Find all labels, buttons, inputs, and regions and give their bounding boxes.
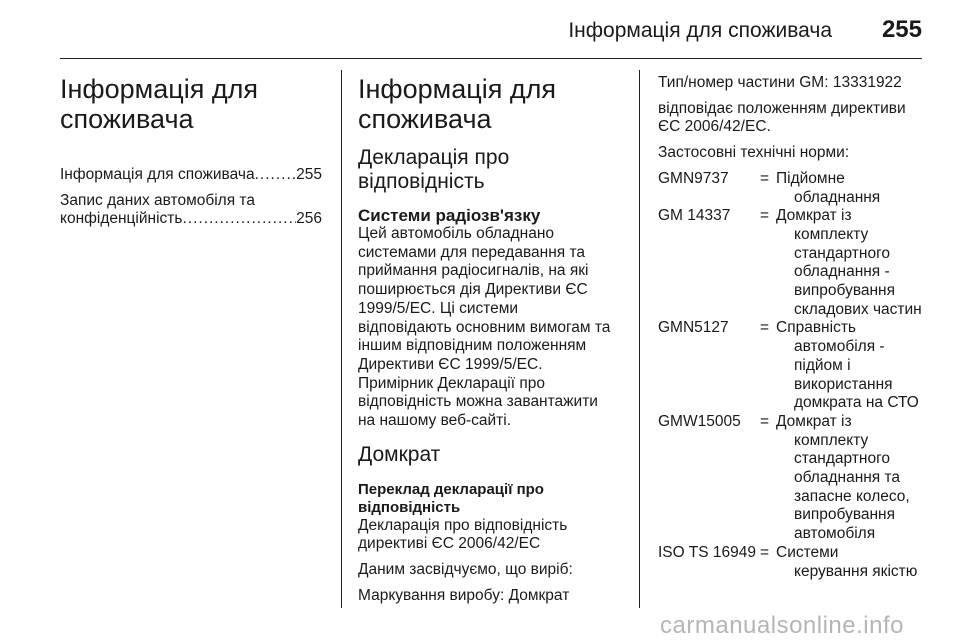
spec-row bbox=[658, 413, 922, 544]
toc-heading-line-2: споживача bbox=[60, 104, 194, 134]
spec-desc-line: випробування bbox=[794, 506, 896, 524]
spec-code: GM 14337 bbox=[658, 207, 731, 225]
declaration-text-line: директиві ЄС 2006/42/ЕС bbox=[358, 535, 541, 553]
spec-row bbox=[658, 544, 922, 581]
spec-desc-line: запасне колесо, bbox=[794, 487, 910, 505]
spec-equals: = bbox=[760, 412, 770, 430]
section-heading-line-1: Інформація для bbox=[358, 74, 556, 104]
declaration-heading-line-1: Декларація про bbox=[358, 146, 510, 169]
spec-description bbox=[776, 413, 922, 544]
radio-text-line: Примірник Декларації про bbox=[358, 374, 545, 392]
running-header-title: Інформація для споживача bbox=[568, 19, 832, 42]
spec-equals: = bbox=[760, 543, 770, 561]
spec-equals: = bbox=[760, 207, 770, 225]
spec-desc-line: стандартного bbox=[794, 450, 891, 468]
declaration-text-line: Декларація про відповідність bbox=[358, 516, 568, 534]
radio-text-line: 1999/5/ЕС. Ці системи bbox=[358, 299, 519, 317]
spec-description bbox=[776, 170, 922, 207]
radio-text-line: на нашому веб-сайті. bbox=[358, 412, 512, 430]
compliance-line: ЄС 2006/42/ЕС. bbox=[658, 118, 771, 136]
spec-row bbox=[658, 170, 922, 207]
spec-description bbox=[776, 544, 922, 581]
marking-text: Маркування виробу: Домкрат bbox=[358, 586, 570, 604]
radio-systems-text bbox=[358, 225, 624, 431]
spec-desc-line: комплекту bbox=[794, 431, 869, 449]
spec-desc-line: Домкрат із bbox=[776, 412, 852, 430]
compliance-line: відповідає положенням директиви bbox=[658, 99, 906, 117]
radio-systems-title: Системи радіозв'язку bbox=[358, 206, 541, 225]
toc-entry-page: 255 bbox=[296, 166, 322, 183]
spec-desc-line: комплекту bbox=[794, 225, 869, 243]
standards-label: Застосовні технічні норми: bbox=[658, 144, 850, 162]
spec-desc-line: використання bbox=[794, 375, 893, 393]
spec-code: ISO TS 16949 bbox=[658, 543, 756, 561]
radio-text-line: відповідність можна завантажити bbox=[358, 393, 598, 411]
standards-column bbox=[658, 74, 922, 581]
toc-entry-data-privacy[interactable] bbox=[60, 192, 322, 229]
spec-desc-line: стандартного bbox=[794, 244, 891, 262]
section-heading-line-2: споживача bbox=[358, 104, 492, 134]
translation-title-line-1: Переклад декларації про bbox=[358, 480, 544, 498]
translation-title bbox=[358, 481, 624, 517]
spec-description bbox=[776, 207, 922, 319]
toc-entry-text: конфіденційність bbox=[60, 210, 183, 228]
toc-column bbox=[60, 74, 322, 229]
spec-desc-line: складових частин bbox=[794, 300, 922, 318]
spec-equals: = bbox=[760, 169, 770, 187]
spec-desc-line: обладнання та bbox=[794, 469, 901, 487]
spec-desc-line: випробування bbox=[794, 282, 896, 300]
certify-text: Даним засвідчуємо, що виріб: bbox=[358, 561, 573, 579]
spec-equals: = bbox=[760, 319, 770, 337]
spec-desc-line: автомобіля bbox=[794, 525, 876, 543]
section-heading bbox=[358, 74, 624, 134]
spec-desc-line: Підйомне bbox=[776, 169, 845, 187]
toc-entry-page: 256 bbox=[296, 210, 322, 228]
radio-text-line: системами для передавання та bbox=[358, 243, 586, 261]
spec-code: GMN5127 bbox=[658, 319, 729, 337]
watermark-text: carmanualsonline.info bbox=[660, 612, 904, 639]
toc-entry-consumer-info[interactable] bbox=[60, 166, 322, 185]
spec-desc-line: обладнання - bbox=[794, 263, 890, 281]
spec-row bbox=[658, 319, 922, 413]
radio-text-line: іншим відповідним положенням bbox=[358, 337, 587, 355]
spec-desc-line: Справність bbox=[776, 319, 856, 337]
spec-desc-line: автомобіля - bbox=[794, 338, 885, 356]
page-number: 255 bbox=[881, 16, 922, 43]
declaration-heading-line-2: відповідність bbox=[358, 170, 485, 193]
radio-text-line: Директиви ЄС 1999/5/ЕС. bbox=[358, 355, 543, 373]
spec-code: GMN9737 bbox=[658, 169, 729, 187]
header-divider bbox=[60, 58, 922, 59]
translation-title-line-2: відповідність bbox=[358, 498, 461, 516]
spec-code: GMW15005 bbox=[658, 412, 741, 430]
standards-list bbox=[658, 170, 922, 581]
spec-description bbox=[776, 319, 922, 413]
radio-text-line: відповідають основним вимогам та bbox=[358, 318, 611, 336]
spec-desc-line: обладнання bbox=[794, 188, 881, 206]
toc-heading-line-1: Інформація для bbox=[60, 74, 258, 104]
column-divider-2 bbox=[639, 70, 640, 608]
spec-desc-line: керування якістю bbox=[794, 562, 918, 580]
radio-text-line: поширюється дія Директиви ЄС bbox=[358, 281, 588, 299]
column-divider-1 bbox=[341, 70, 342, 608]
toc-leader-dots bbox=[255, 166, 297, 185]
jack-heading: Домкрат bbox=[358, 442, 441, 466]
spec-desc-line: Системи bbox=[776, 543, 839, 561]
radio-text-line: Цей автомобіль обладнано bbox=[358, 225, 555, 242]
spec-desc-line: Домкрат із bbox=[776, 207, 852, 225]
compliance-text bbox=[658, 100, 922, 137]
toc-leader-dots bbox=[182, 210, 296, 229]
part-type-text: Тип/номер частини GM: 13331922 bbox=[658, 74, 902, 91]
main-column bbox=[358, 74, 624, 606]
spec-desc-line: підйом і bbox=[794, 356, 851, 374]
radio-text-line: приймання радіосигналів, на які bbox=[358, 262, 589, 280]
toc-entry-text: Інформація для споживача bbox=[60, 166, 255, 183]
toc-heading bbox=[60, 74, 322, 134]
spec-row bbox=[658, 207, 922, 319]
toc-entry-text: Запис даних автомобіля та bbox=[60, 191, 255, 209]
spec-desc-line: домкрата на СТО bbox=[794, 394, 919, 412]
declaration-heading bbox=[358, 146, 624, 194]
declaration-text bbox=[358, 517, 624, 554]
